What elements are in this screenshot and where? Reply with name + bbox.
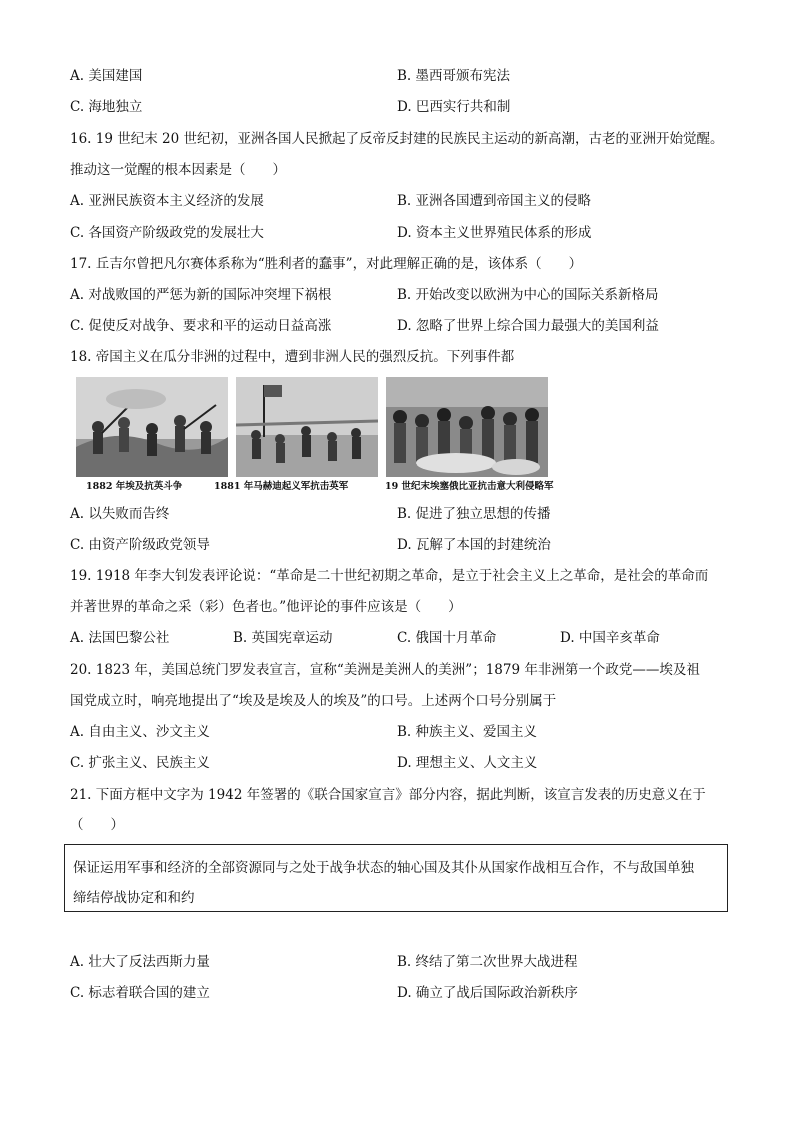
q18-option-c[interactable]: C. 由资产阶级政党领导 (70, 537, 210, 553)
q18-stem: 18. 帝国主义在瓜分非洲的过程中，遭到非洲人民的强烈反抗。下列事件都 (70, 349, 515, 365)
declaration-quote-line2: 缔结停战协定和和约 (73, 890, 195, 906)
q20-option-b[interactable]: B. 种族主义、爱国主义 (397, 724, 538, 740)
q16-option-a[interactable]: A. 亚洲民族资本主义经济的发展 (70, 193, 264, 209)
q19-stem-line1: 19. 1918 年李大钊发表评论说：“革命是二十世纪初期之革命，是立于社会主义上之革命，是社会的革命而 (70, 568, 709, 584)
q17-option-d[interactable]: D. 忽略了世界上综合国力最强大的美国利益 (397, 318, 659, 334)
q20-option-a[interactable]: A. 自由主义、沙文主义 (70, 724, 210, 740)
q19-stem-line2: 并著世界的革命之采（彩）色者也。”他评论的事件应该是（ ） (70, 599, 462, 615)
declaration-quote-line1: 保证运用军事和经济的全部资源同与之处于战争状态的轴心国及其仆从国家作战相互合作，不与敌国单独 (73, 860, 694, 876)
battle-photo-1882 (76, 377, 228, 477)
q21-stem-line1: 21. 下面方框中文字为 1942 年签署的《联合国家宣言》部分内容，据此判断，该宣言发表的历史意义在于 (70, 787, 706, 803)
q16-option-c[interactable]: C. 各国资产阶级政党的发展壮大 (70, 225, 264, 241)
q19-option-d[interactable]: D. 中国辛亥革命 (560, 630, 660, 646)
q20-option-c[interactable]: C. 扩张主义、民族主义 (70, 755, 210, 771)
caption-1882: 1882 年埃及抗英斗争 (86, 481, 183, 492)
q21-option-a[interactable]: A. 壮大了反法西斯力量 (70, 954, 210, 970)
q21-stem-line2: （ ） (70, 817, 124, 833)
q19-option-c[interactable]: C. 俄国十月革命 (397, 630, 497, 646)
q17-option-c[interactable]: C. 促使反对战争、要求和平的运动日益高涨 (70, 318, 332, 334)
q20-stem-line2: 国党成立时，响亮地提出了“埃及是埃及人的埃及”的口号。上述两个口号分别属于 (70, 693, 557, 709)
caption-1881: 1881 年马赫迪起义军抗击英军 (214, 481, 349, 492)
q21-option-c[interactable]: C. 标志着联合国的建立 (70, 985, 210, 1001)
q18-option-d[interactable]: D. 瓦解了本国的封建统治 (397, 537, 551, 553)
q18-option-a[interactable]: A. 以失败而告终 (70, 506, 170, 522)
q19-option-a[interactable]: A. 法国巴黎公社 (70, 630, 170, 646)
q16-stem-line2: 推动这一觉醒的根本因素是（ ） (70, 162, 286, 178)
q15-option-d[interactable]: D. 巴西实行共和制 (397, 99, 511, 115)
q16-option-b[interactable]: B. 亚洲各国遭到帝国主义的侵略 (397, 193, 592, 209)
q19-option-b[interactable]: B. 英国宪章运动 (233, 630, 333, 646)
q17-option-b[interactable]: B. 开始改变以欧洲为中心的国际关系新格局 (397, 287, 659, 303)
q16-option-d[interactable]: D. 资本主义世界殖民体系的形成 (397, 225, 592, 241)
caption-ethiopia: 19 世纪末埃塞俄比亚抗击意大利侵略军 (385, 481, 554, 492)
q15-option-c[interactable]: C. 海地独立 (70, 99, 143, 115)
battle-photo-ethiopia (386, 377, 548, 477)
declaration-quote-box (64, 844, 728, 912)
q21-option-d[interactable]: D. 确立了战后国际政治新秩序 (397, 985, 578, 1001)
q20-option-d[interactable]: D. 理想主义、人文主义 (397, 755, 538, 771)
q15-option-b[interactable]: B. 墨西哥颁布宪法 (397, 68, 511, 84)
q15-option-a[interactable]: A. 美国建国 (70, 68, 143, 84)
battle-photo-1881 (236, 377, 378, 477)
q17-stem: 17. 丘吉尔曾把凡尔赛体系称为“胜利者的蠢事”，对此理解正确的是，该体系（ ） (70, 256, 583, 272)
q21-option-b[interactable]: B. 终结了第二次世界大战进程 (397, 954, 578, 970)
q16-stem-line1: 16. 19 世纪末 20 世纪初，亚洲各国人民掀起了反帝反封建的民族民主运动的新高潮，古老的亚洲开始觉醒。 (70, 131, 724, 147)
q18-option-b[interactable]: B. 促进了独立思想的传播 (397, 506, 551, 522)
q20-stem-line1: 20. 1823 年，美国总统门罗发表宣言，宣称“美洲是美洲人的美洲”；1879 年非洲第一个政党——埃及祖 (70, 662, 700, 678)
q17-option-a[interactable]: A. 对战败国的严惩为新的国际冲突埋下祸根 (70, 287, 332, 303)
